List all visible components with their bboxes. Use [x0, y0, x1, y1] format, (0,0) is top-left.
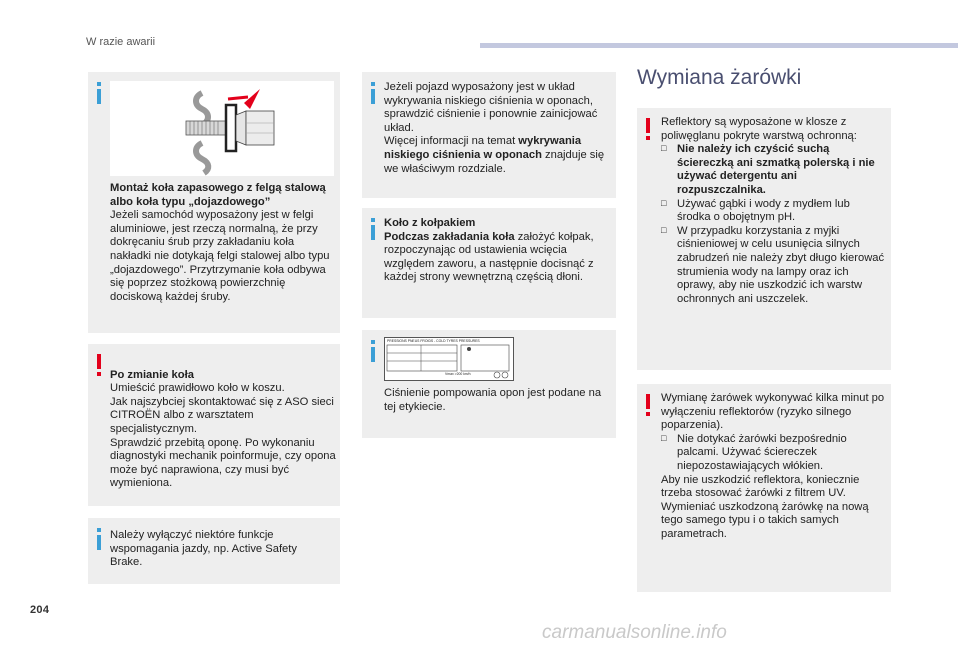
warning-icon [644, 118, 652, 142]
info-icon [369, 218, 377, 242]
label-footer: Vmax >200 km/h [445, 372, 471, 376]
headlamp-bullet-2: □ Używać gąbki i wody z mydłem lub środka o obojętnym pH. [661, 197, 850, 224]
after-change-body: Umieścić prawidłowo koło w koszu. Jak najszybciej skontaktować się z ASO sieci CITROËN albo z warsztatem specjalistycznym. Sprawdzić przebitą oponę. Po wykonaniu diagnostyki mechanik poinformuje, czy opona może być naprawiona, czy musi być wymieniona. [110, 382, 336, 490]
driving-aids-box [88, 518, 340, 584]
hubcap-subtitle: Podczas zakładania koła [384, 230, 515, 243]
headlamp-intro: Reflektory są wyposażone w klosze z poliwęglanu pokryte warstwą ochronną: [661, 116, 857, 142]
info-icon [369, 340, 377, 364]
driving-aids-body: Należy wyłączyć niektóre funkcje wspomagania jazdy, np. Active Safety Brake. [110, 529, 297, 569]
info-icon [95, 82, 103, 106]
wheel-bolt-illustration [110, 81, 334, 176]
tpms-body-bold: wykrywania niskiego ciśnienia w oponach [384, 135, 582, 161]
header-bar [480, 43, 958, 48]
bulb-outro: Aby nie uszkodzić reflektora, koniecznie trzeba stosować żarówki z filtrem UV. Wymieniać uszkodzoną żarówkę na nową tego samego typu i o takich samych parametrach. [661, 473, 869, 540]
spare-wheel-title: Montaż koła zapasowego z felgą stalową albo koła typu „dojazdowego” [110, 182, 326, 208]
checkbox-bullet-icon: □ [661, 197, 667, 208]
pressure-label-body: Ciśnienie pompowania opon jest podane na tej etykiecie. [384, 387, 602, 413]
bulb-intro: Wymianę żarówek wykonywać kilka minut po wyłączeniu reflektorów (ryzyko silnego poparzenia). [661, 392, 885, 432]
bulb-bullet-1: □ Nie dotykać żarówki bezpośrednio palcami. Używać ściereczek niepozostawiających włókien. [661, 432, 847, 472]
after-change-title: Po zmianie koła [110, 368, 194, 381]
tpms-body-post: znajduje się we właściwym rozdziale. [384, 148, 605, 175]
tpms-body-pre: Jeżeli pojazd wyposażony jest w układ wykrywania niskiego ciśnienia w oponach, sprawdzić ciśnienie i ponownie zainicjować układ. Więcej informacji na temat [384, 81, 598, 148]
section-title: W razie awarii [86, 36, 156, 48]
spare-wheel-body: Jeżeli samochód wyposażony jest w felgi aluminiowe, jest rzeczą normalną, że przy dokręcaniu śrub przy zakładaniu koła nakładki nie dotykają felgi stalowej albo typu „dojazdowego”. Przytrzymanie koła odbywa się poprzez stożkową powierzchnię dociskową każdej śruby. [110, 209, 330, 303]
tyre-pressure-label-box [362, 330, 616, 438]
hubcap-title: Koło z kołpakiem [384, 217, 476, 229]
info-icon [95, 528, 103, 552]
headlamp-bullet-1: □ Nie należy ich czyścić suchą ściereczką ani szmatką polerską i nie używać detergentu ani rozpuszczalnika. [661, 143, 875, 196]
checkbox-bullet-icon: □ [661, 224, 667, 235]
spare-wheel-info-box [88, 72, 340, 333]
headlamp-bullet-3: □ W przypadku korzystania z myjki ciśnieniowej w celu usunięcia silnych zabrudzeń nie należy zbyt długo kierować strumienia wody na lampy oraz ich oprawy, aby nie uszkodzić ich warstw ochronnych ani uszczelek. [661, 224, 885, 305]
tyre-pressure-label-image [384, 337, 514, 381]
label-heading: PRESSIONS PNEUS FROIDS - COLD TYRES PRESSURES [387, 339, 480, 343]
bulb-replacement-warning-box [637, 384, 891, 592]
hubcap-body: założyć kołpak, rozpoczynając od ustawienia wcięcia względem zaworu, a następnie docisnąć z każdej strony wewnętrzną częścią dłoni. [384, 230, 594, 284]
warning-icon [644, 394, 652, 418]
page-number: 204 [30, 604, 50, 616]
checkbox-bullet-icon: □ [661, 143, 667, 154]
after-wheel-change-box [88, 344, 340, 506]
bulb-replacement-heading: Wymiana żarówki [637, 66, 802, 89]
headlamp-cleaning-box [637, 108, 891, 370]
hubcap-box [362, 208, 616, 318]
watermark: carmanualsonline.info [542, 622, 727, 643]
checkbox-bullet-icon: □ [661, 432, 667, 443]
tyre-pressure-detection-box [362, 72, 616, 198]
warning-icon [95, 354, 103, 378]
info-icon [369, 82, 377, 106]
